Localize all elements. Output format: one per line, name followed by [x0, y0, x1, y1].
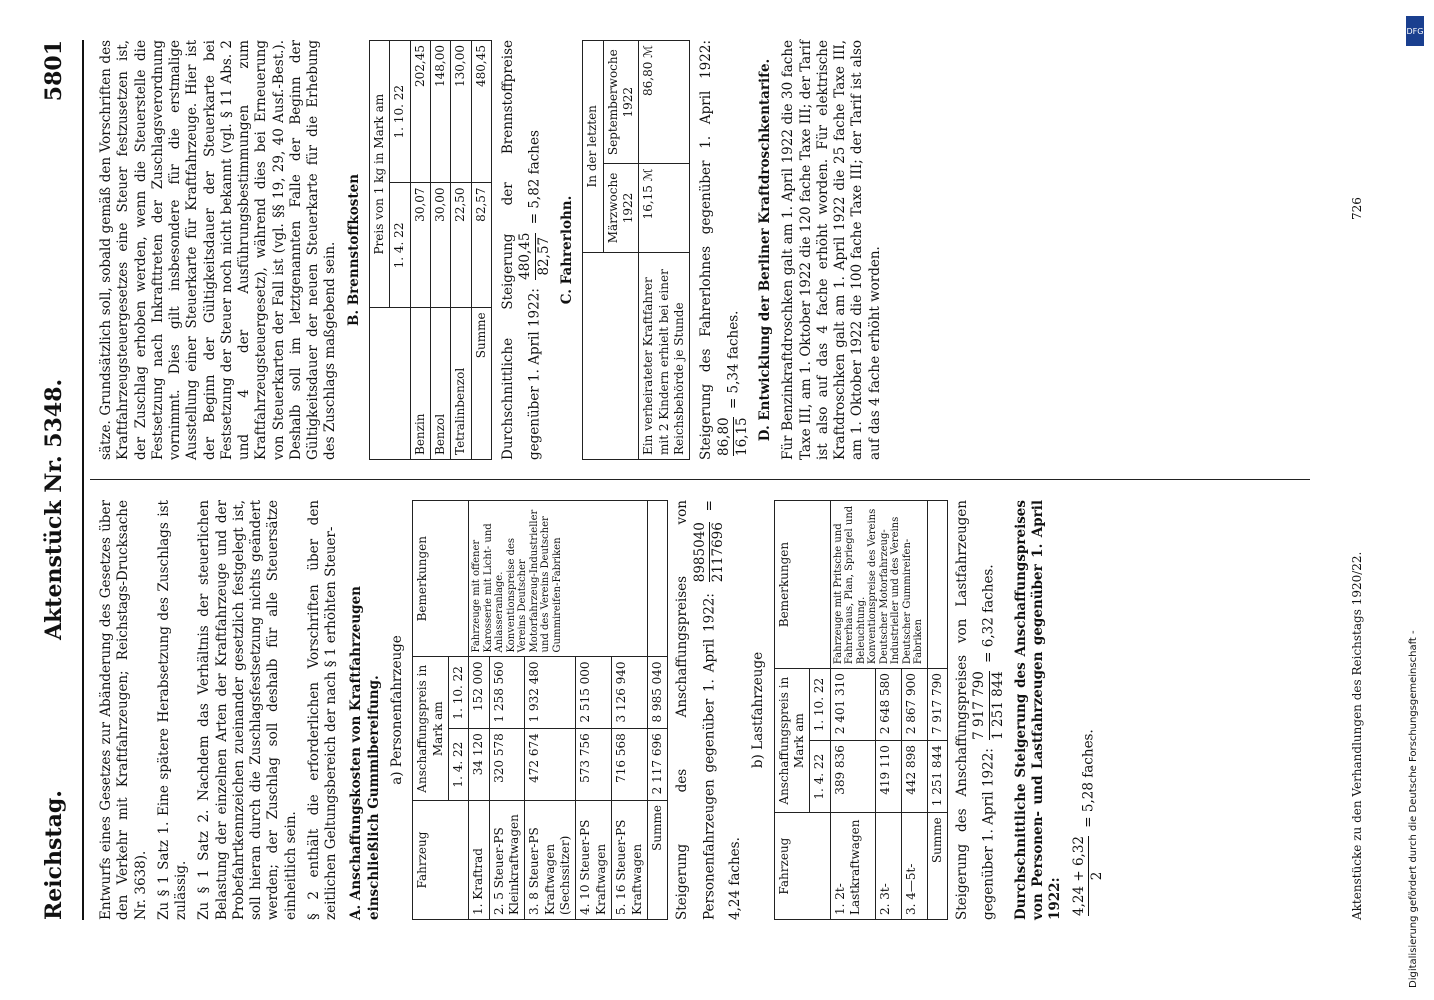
col-header: Anschaffungspreis in Mark am [413, 657, 449, 801]
paragraph [1071, 500, 1107, 920]
cell: 2 867 900 [901, 669, 927, 741]
page-number: 5801 [41, 40, 67, 102]
cell: 86,80 ℳ [639, 41, 690, 164]
table-row [451, 41, 471, 460]
credit-text: Digitalisierung gefördert durch die Deutsche Forschungsgemeinschaft - [1408, 630, 1419, 988]
fraction [517, 233, 553, 280]
text: Steigerung des Fahrerlohnes gegenüber 1. April 1922: [698, 40, 715, 460]
subsection-heading: b) Lastfahrzeuge [750, 651, 767, 769]
cell: 442 898 [901, 741, 927, 813]
paragraph: Zu § 1 Satz 2. Nachdem das Verhältnis der steuerlichen Belastung der einzelnen Arten der Kraftfahrzeuge und der Probefahrtkennzeichen zueinander gesetzlich festgelegt ist, soll hieran durch die Zuschlagsfestsetzung nichts geändert werden; der Zuschlag soll deshalb für alle Steuersätze einheitlich sein. [196, 500, 299, 920]
table-lastfahrzeuge [774, 500, 948, 920]
table-row [410, 41, 430, 460]
subsection-heading: a) Personenfahrzeuge [388, 635, 405, 785]
result: = 4,24 faches. [700, 500, 744, 920]
paragraph [500, 40, 553, 460]
col-header: Bemerkungen [413, 501, 469, 657]
cell: 30,00 [431, 183, 451, 308]
table-row [469, 501, 489, 920]
col-header: Fahrzeug [413, 801, 469, 920]
col-header: 1. 10. 22 [390, 41, 410, 183]
section-heading: D. Entwicklung der Berliner Kraftdroschkentarife. [757, 58, 774, 442]
cell: 8 985 040 [647, 657, 667, 729]
cell: Summe [647, 801, 667, 920]
table-fahrerlohn [582, 40, 690, 460]
cell: Benzol [431, 308, 451, 460]
section-heading: A. Anschaffungskosten von Kraftfahrzeugen einschließlich Gummibereifung. [348, 586, 382, 920]
cell: 2. 3t- [876, 813, 902, 920]
cell: 5. 16 Steuer-PS Kraftwagen [612, 801, 648, 920]
cell: 16,15 ℳ [639, 164, 690, 252]
cell [927, 501, 947, 669]
result: = 5,82 faches [526, 130, 543, 225]
section-heading: C. Fahrerlohn. [558, 195, 575, 305]
text: Durchschnittliche Steigerung der Brennstoffpreise gegenüber 1. April 1922: [500, 40, 543, 460]
numerator: 4,24 + 6,32 [1071, 836, 1089, 916]
denominator: 2 [1088, 871, 1105, 881]
cell: 30,07 [410, 183, 430, 308]
numerator: 86,80 [716, 417, 734, 456]
paragraph: Entwurfs eines Gesetzes zur Abänderung des Gesetzes über den Verkehr mit Kraftfahrzeugen; Reichstags-Drucksache Nr. 3638). [98, 500, 149, 920]
paragraph: § 2 enthält die erforderlichen Vorschriften über den zeitlichen Geltungsbereich der nach § 1 erhöhten Steuer- [305, 500, 340, 920]
remarks-cell: Fahrzeuge mit Pritsche und Fahrerhaus, Plan, Spriegel und Beleuchtung. Konventionspreise des Vereins Deutscher Motorfahrzeug-Industrieller und des Vereins Deutscher Gummireifen-Fabriken [830, 501, 927, 669]
table-row [639, 41, 690, 460]
col-header: Märzwoche 1922 [603, 164, 639, 252]
paragraph [698, 40, 751, 460]
col-header: 1. 10. 22 [810, 669, 830, 741]
table-brennstoff [369, 40, 492, 460]
section-heading: B. Brennstoffkosten [345, 173, 362, 327]
cell: 1. Kraftrad [469, 801, 489, 920]
cell: 320 578 [489, 729, 525, 801]
header-rule [82, 40, 84, 920]
text: Steigerung des Anschaffungspreises von Lastfahrzeugen gegenüber 1. April 1922: [954, 500, 997, 920]
page-header [40, 40, 80, 920]
cell: 480,45 [471, 41, 491, 183]
col-header: Preis von 1 kg in Mark am [369, 41, 389, 308]
table-row-sum [471, 41, 491, 460]
table-row [431, 41, 451, 460]
cell: Tetralinbenzol [451, 308, 471, 460]
cell: 152 000 [469, 657, 489, 729]
dfg-logo: DFG [1406, 16, 1424, 46]
cell: 2 648 580 [876, 669, 902, 741]
header-title: Aktenstück Nr. 5348. [41, 378, 67, 640]
paragraph [674, 500, 744, 920]
document-page [20, 20, 1410, 980]
cell: Ein verheirateter Kraftfahrer mit 2 Kindern erhielt bei einer Reichsbehörde je Stunde [639, 252, 690, 459]
cell: 130,00 [451, 41, 471, 183]
col-header: Septemberwoche 1922 [603, 41, 639, 164]
col-header: Fahrzeug [774, 813, 830, 920]
col-header: 1. 10. 22 [448, 657, 468, 729]
cell: Summe [927, 813, 947, 920]
denominator: 16,15 [733, 417, 750, 456]
denominator: 2117696 [709, 522, 726, 583]
col-header: 1. 4. 22 [390, 183, 410, 308]
right-column [98, 40, 890, 460]
paragraph: Für Benzinkraftdroschken galt am 1. April 1922 die 30 fache Taxe III, am 1. Oktober 1922 die 120 fache Taxe III; der Tarif ist also auf das 4 fache erhöht worden. Für elektrische Kraftdroschken galt am 1. April 1922 die 25 fache Taxe III, am 1. Oktober 1922 die 100 fache Taxe III; der Tarif ist also auf das 4 fache erhöht worden. [780, 40, 883, 460]
header-left: Reichstag. [41, 790, 67, 920]
cell: 472 674 [525, 729, 576, 801]
table-personenfahrzeuge [412, 500, 668, 920]
result: = 6,32 faches. [980, 564, 997, 663]
text: Steigerung des Anschaffungspreises von Personenfahrzeugen gegenüber 1. April 1922: [674, 500, 717, 920]
cell: 573 756 [576, 729, 612, 801]
paragraph [954, 500, 1007, 920]
paragraph: sätze. Grundsätzlich soll, sobald gemäß den Vorschriften des Kraftfahrzeugsteuergesetzes eine Steuer festzusetzen ist, der Zuschlag erhoben werden, wenn die Steuerstelle die Festsetzung nach Inkrafttreten der Zuschlagsverordnung vornimmt. Dies gilt insbesondere für die erstmalige Ausstellung einer Steuerkarte für Kraftfahrzeuge. Hier ist der Beginn der Gültigkeitsdauer der Steuerkarte bei Festsetzung der Steuer noch nicht bekannt (vgl. § 11 Abs. 2 und 4 der Ausführungsbestimmungen zum Kraftfahrzeugsteuergesetz), während dies bei Erneuerung von Steuerkarten der Fall ist (vgl. §§ 19, 29, 40 Ausf.-Best.). Deshalb soll im letztgenannten Falle der Beginn der Gültigkeitsdauer der neuen Steuerkarte für die Erhebung des Zuschlags maßgebend sein. [98, 40, 339, 460]
fraction [1071, 836, 1107, 916]
result: = 5,34 faches. [724, 310, 741, 410]
cell: 7 917 790 [927, 669, 947, 741]
denominator: 82,57 [535, 236, 552, 276]
cell: 148,00 [431, 41, 451, 183]
paragraph [1013, 500, 1065, 920]
cell: 3. 8 Steuer-PS Kraftwagen (Sechssitzer) [525, 801, 576, 920]
cell: 3 126 940 [612, 657, 648, 729]
col-header: In der letzten [583, 41, 603, 253]
digitization-credit [1406, 8, 1428, 988]
col-header: 1. 4. 22 [810, 741, 830, 813]
column-divider [90, 479, 1310, 480]
cell: 2 515 000 [576, 657, 612, 729]
footer-text: Aktenstücke zu den Verhandlungen des Reichstags 1920/22. [1350, 551, 1364, 920]
cell [647, 501, 667, 657]
cell: 22,50 [451, 183, 471, 308]
fraction [692, 522, 728, 582]
numerator: 7 917 790 [971, 671, 989, 740]
cell: Summe [471, 308, 491, 460]
paragraph: Zu § 1 Satz 1. Eine spätere Herabsetzung des Zuschlags ist zulässig. [155, 500, 190, 920]
col-header: 1. 4. 22 [448, 729, 468, 801]
cell: 2 117 696 [647, 729, 667, 801]
col-header [369, 308, 410, 460]
numerator: 8985040 [692, 522, 710, 582]
remarks-cell: Fahrzeuge mit offener Karosserie mit Licht- und Anlasseranlage. Konventionspreise des Vereins Deutscher Motorfahrzeug-Industrieller und des Vereins Deutscher Gummireifen-Fabriken [469, 501, 648, 657]
col-header: Bemerkungen [774, 501, 830, 669]
cell: 419 110 [876, 741, 902, 813]
cell: 1. 2t-Lastkraftwagen [830, 813, 875, 920]
denominator: 1 251 844 [989, 671, 1006, 740]
cell: 4. 10 Steuer-PS Kraftwagen [576, 801, 612, 920]
fraction [716, 417, 752, 456]
cell: 34 120 [469, 729, 489, 801]
cell: Benzin [410, 308, 430, 460]
cell: 1 251 844 [927, 741, 947, 813]
cell: 202,45 [410, 41, 430, 183]
cell: 3. 4—5t- [901, 813, 927, 920]
text: Durchschnittliche Steigerung des Anschaffungspreises von Personen- und Lastfahrzeugen gegenüber 1. April 1922: [1012, 500, 1064, 920]
table-row [830, 501, 875, 920]
cell: 1 932 480 [525, 657, 576, 729]
col-header: Anschaffungspreis in Mark am [774, 669, 810, 813]
left-column [98, 500, 1112, 920]
cell: 2. 5 Steuer-PS Kleinkraftwagen [489, 801, 525, 920]
footer-page-number: 726 [1350, 197, 1364, 220]
result: = 5,28 faches. [1079, 729, 1096, 828]
table-row-sum [647, 501, 667, 920]
cell: 716 568 [612, 729, 648, 801]
table-row-sum [927, 501, 947, 920]
fraction [971, 671, 1007, 740]
cell: 1 258 560 [489, 657, 525, 729]
cell: 82,57 [471, 183, 491, 308]
cell: 2 401 310 [830, 669, 875, 741]
col-header [583, 252, 639, 459]
cell: 389 836 [830, 741, 875, 813]
numerator: 480,45 [517, 233, 535, 280]
